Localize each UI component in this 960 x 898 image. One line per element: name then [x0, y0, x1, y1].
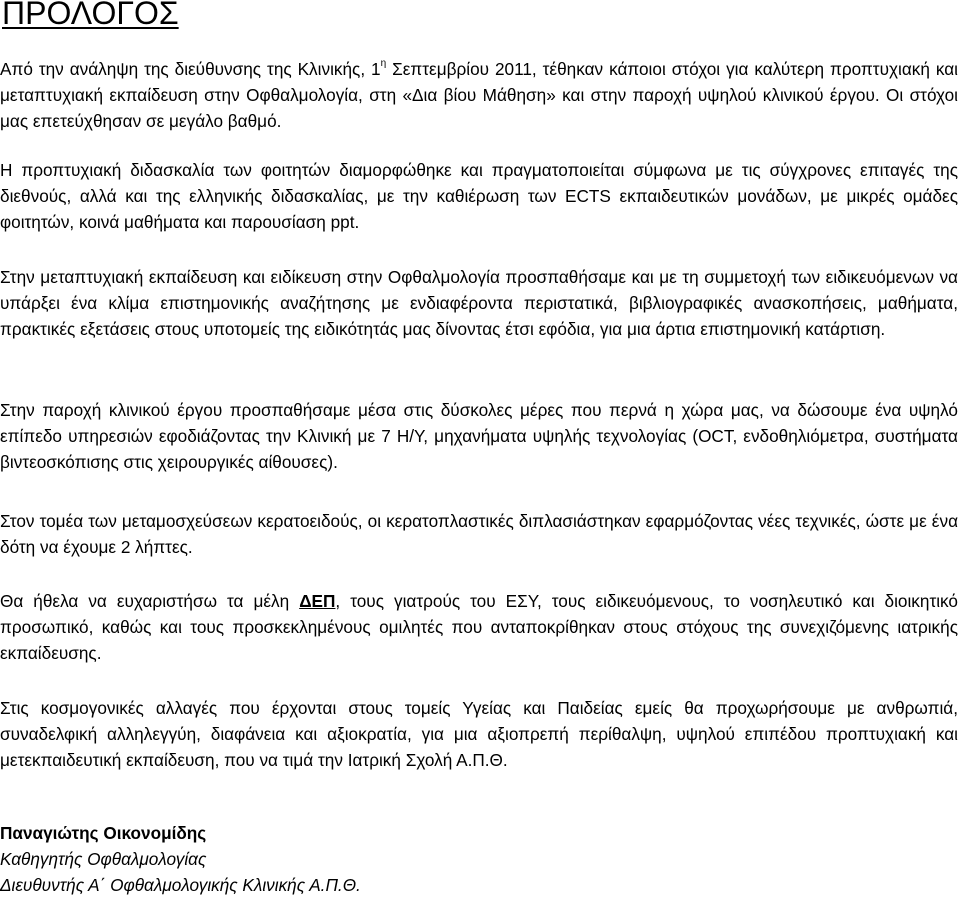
- paragraph-acknowledgements-start: Θα ήθελα να ευχαριστήσω τα μέλη: [0, 591, 300, 611]
- signature-block: [0, 820, 361, 898]
- paragraph-undergraduate: Η προπτυχιακή διδασκαλία των φοιτητών διαμορφώθηκε και πραγματοποιείται σύμφωνα με τις σύγχρονες επιταγές της διεθνούς, αλλά και της ελληνικής διδασκαλίας, με την καθιέρωση των ECTS εκπαιδευτικών μονάδων, με μικρές ομάδες φοιτητών, κοινά μαθήματα και παρουσίαση ppt.: [0, 160, 958, 232]
- paragraph-clinical-work: Στην παροχή κλινικού έργου προσπαθήσαμε μέσα στις δύσκολες μέρες που περνά η χώρα μας, να δώσουμε ένα υψηλό επίπεδο υπηρεσιών εφοδιάζοντας την Κλινική με 7 Η/Υ, μηχανήματα υψηλής τεχνολογίας (OCT, ενδοθηλιόμετρα, συστήματα βιντεοσκόπισης στις χειρουργικές αίθουσες).: [0, 400, 958, 472]
- ordinal-superscript: η: [380, 58, 387, 69]
- paragraph-acknowledgements-rest: , τους γιατρούς του ΕΣΥ, τους ειδικευόμενους, το νοσηλευτικό και διοικητικό προσωπικό, καθώς και τους προσκεκλημένους ομιλητές που ανταποκρίθηκαν στους στόχους της συνεχιζόμενης ιατρικής εκπαίδευσης.: [0, 591, 958, 663]
- dep-emphasis: ΔΕΠ: [299, 591, 336, 611]
- paragraph-outlook: Στις κοσμογονικές αλλαγές που έρχονται στους τομείς Υγείας και Παιδείας εμείς θα προχωρήσουμε με ανθρωπιά, συναδελφική αλληλεγγύη, διαφάνεια και αξιοκρατία, για μια αξιοπρεπή περίθαλψη, υψηλού επιπέδου προπτυχιακή και μετεκπαιδευτική εκπαίδευση, που να τιμά την Ιατρική Σχολή Α.Π.Θ.: [0, 698, 958, 770]
- paragraph-intro-start: Από την ανάληψη της διεύθυνσης της Κλινικής, 1: [0, 59, 381, 79]
- signature-role: Καθηγητής Οφθαλμολογίας: [0, 849, 207, 869]
- paragraph-intro: [0, 56, 958, 134]
- paragraph-intro-rest: Σεπτεμβρίου 2011, τέθηκαν κάποιοι στόχοι για καλύτερη προπτυχιακή και μεταπτυχιακή εκπαίδευση στην Οφθαλμολογία, στη «Δια βίου Μάθηση» και στην παροχή υψηλού κλινικού έργου. Οι στόχοι μας επετεύχθησαν σε μεγάλο βαθμό.: [0, 59, 958, 131]
- paragraph-acknowledgements: [0, 588, 958, 666]
- signature-name: Παναγιώτης Οικονομίδης: [0, 823, 207, 843]
- paragraph-postgraduate: Στην μεταπτυχιακή εκπαίδευση και ειδίκευση στην Οφθαλμολογία προσπαθήσαμε και με τη συμμετοχή των ειδικευόμενων να υπάρξει ένα κλίμα επιστημονικής αναζήτησης με ενδιαφέροντα περιστατικά, βιβλιογραφικές ανασκοπήσεις, μαθήματα, πρακτικές εξετάσεις στους υποτομείς της ειδικότητάς μας δίνοντας έτσι εφόδια, για μια άρτια επιστημονική κατάρτιση.: [0, 267, 958, 339]
- page-title: ΠΡΟΛΟΓΟΣ: [2, 0, 179, 31]
- signature-position: Διευθυντής Α΄ Οφθαλμολογικής Κλινικής Α.Π.Θ.: [0, 875, 361, 895]
- paragraph-transplants: Στον τομέα των μεταμοσχεύσεων κερατοειδούς, οι κερατοπλαστικές διπλασιάστηκαν εφαρμόζοντας νέες τεχνικές, ώστε με ένα δότη να έχουμε 2 λήπτες.: [0, 511, 958, 557]
